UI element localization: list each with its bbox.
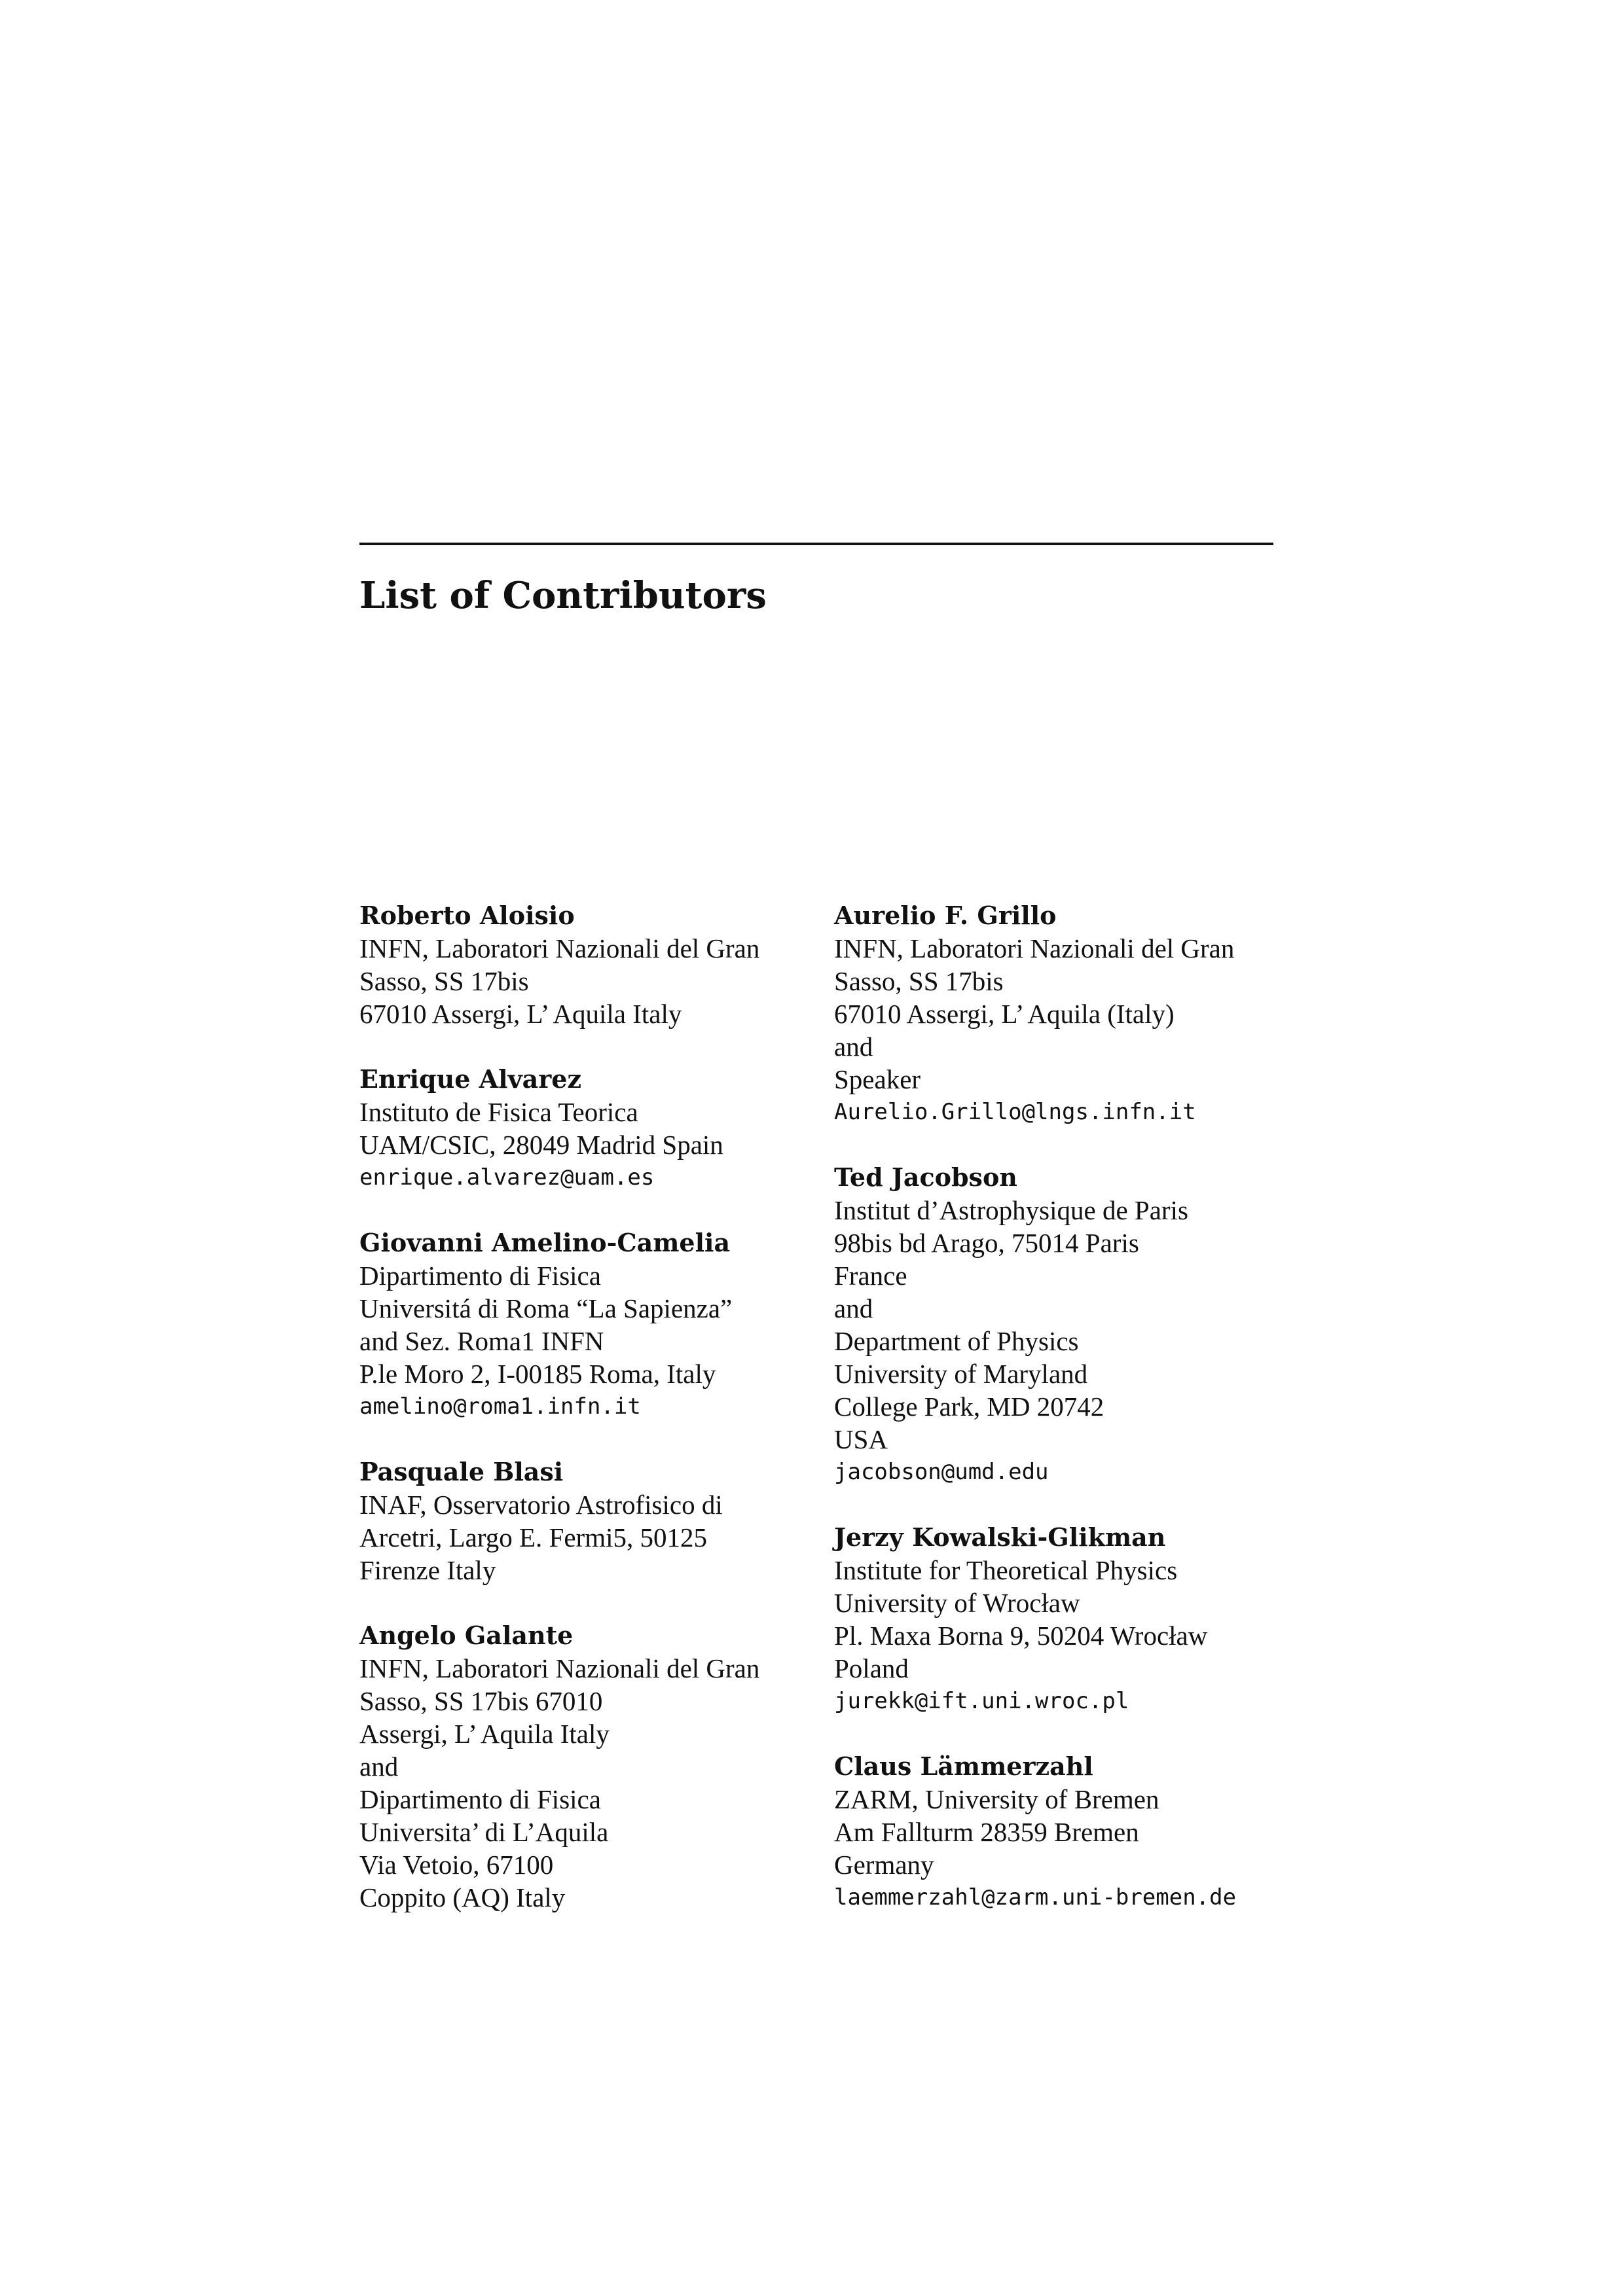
contributor-entry bbox=[359, 1456, 818, 1587]
affiliation-line: Poland bbox=[834, 1653, 909, 1683]
title-rule bbox=[359, 543, 1273, 545]
affiliation-line: Via Vetoio, 67100 bbox=[359, 1850, 554, 1880]
affiliation-line: UAM/CSIC, 28049 Madrid Spain bbox=[359, 1130, 723, 1160]
contributor-name: Jerzy Kowalski-Glikman bbox=[834, 1522, 1166, 1552]
affiliation-line: INFN, Laboratori Nazionali del Gran bbox=[359, 933, 760, 963]
affiliation-line: University of Maryland bbox=[834, 1359, 1088, 1389]
affiliation-line: USA bbox=[834, 1424, 888, 1454]
affiliation-line: Coppito (AQ) Italy bbox=[359, 1882, 566, 1912]
affiliation-line: Sasso, SS 17bis bbox=[834, 966, 1004, 996]
contributor-name: Claus Lämmerzahl bbox=[834, 1751, 1093, 1781]
affiliation-line: Sasso, SS 17bis 67010 bbox=[359, 1686, 603, 1716]
affiliation-line: Department of Physics bbox=[834, 1326, 1079, 1356]
contributor-email: jacobson@umd.edu bbox=[834, 1459, 1049, 1485]
affiliation-line: INAF, Osservatorio Astrofisico di bbox=[359, 1490, 723, 1520]
affiliation-line: Speaker bbox=[834, 1064, 921, 1094]
affiliation-line: 98bis bd Arago, 75014 Paris bbox=[834, 1228, 1139, 1258]
affiliation-line: Sasso, SS 17bis bbox=[359, 966, 529, 996]
contributor-name: Aurelio F. Grillo bbox=[834, 901, 1057, 930]
affiliation-line: 67010 Assergi, L’ Aquila (Italy) bbox=[834, 999, 1175, 1029]
contributor-entry bbox=[359, 1227, 818, 1423]
affiliation-line: Universita’ di L’Aquila bbox=[359, 1817, 609, 1847]
affiliation-line: Dipartimento di Fisica bbox=[359, 1784, 601, 1814]
contributor-entry bbox=[834, 1161, 1292, 1488]
affiliation-line: and bbox=[834, 1031, 873, 1062]
affiliation-line: P.le Moro 2, I-00185 Roma, Italy bbox=[359, 1359, 716, 1389]
contributor-entry bbox=[834, 1521, 1292, 1717]
affiliation-line: Universitá di Roma “La Sapienza” bbox=[359, 1293, 733, 1323]
contributor-name: Angelo Galante bbox=[359, 1621, 574, 1650]
contributor-name: Ted Jacobson bbox=[834, 1162, 1017, 1192]
affiliation-line: Dipartimento di Fisica bbox=[359, 1261, 601, 1291]
affiliation-line: College Park, MD 20742 bbox=[834, 1391, 1104, 1422]
contributor-email: amelino@roma1.infn.it bbox=[359, 1393, 641, 1420]
affiliation-line: France bbox=[834, 1261, 907, 1291]
contributors-column-left bbox=[359, 899, 818, 1946]
contributor-entry bbox=[834, 1750, 1292, 1914]
affiliation-line: Germany bbox=[834, 1850, 934, 1880]
affiliation-line: Arcetri, Largo E. Fermi5, 50125 bbox=[359, 1522, 707, 1552]
affiliation-line: Pl. Maxa Borna 9, 50204 Wrocław bbox=[834, 1621, 1208, 1651]
contributor-entry bbox=[359, 899, 818, 1030]
contributor-email: laemmerzahl@zarm.uni-bremen.de bbox=[834, 1884, 1237, 1910]
contributors-column-right bbox=[834, 899, 1292, 1946]
contributor-name: Giovanni Amelino-Camelia bbox=[359, 1228, 731, 1257]
affiliation-line: Instituto de Fisica Teorica bbox=[359, 1097, 638, 1127]
contributor-name: Roberto Aloisio bbox=[359, 901, 575, 930]
affiliation-line: Firenze Italy bbox=[359, 1555, 496, 1585]
contributor-entry bbox=[359, 1619, 818, 1914]
contributor-name: Enrique Alvarez bbox=[359, 1064, 582, 1094]
contributor-entry bbox=[834, 899, 1292, 1128]
affiliation-line: and Sez. Roma1 INFN bbox=[359, 1326, 604, 1356]
contributor-email: enrique.alvarez@uam.es bbox=[359, 1164, 655, 1191]
contributor-name: Pasquale Blasi bbox=[359, 1457, 564, 1486]
affiliation-line: and bbox=[834, 1293, 873, 1323]
affiliation-line: University of Wrocław bbox=[834, 1588, 1080, 1618]
affiliation-line: Am Fallturm 28359 Bremen bbox=[834, 1817, 1139, 1847]
affiliation-line: 67010 Assergi, L’ Aquila Italy bbox=[359, 999, 682, 1029]
contributor-email: jurekk@ift.uni.wroc.pl bbox=[834, 1688, 1129, 1714]
affiliation-line: INFN, Laboratori Nazionali del Gran bbox=[359, 1653, 760, 1683]
affiliation-line: and bbox=[359, 1751, 399, 1782]
affiliation-line: Assergi, L’ Aquila Italy bbox=[359, 1719, 610, 1749]
affiliation-line: Institut d’Astrophysique de Paris bbox=[834, 1195, 1188, 1225]
affiliation-line: INFN, Laboratori Nazionali del Gran bbox=[834, 933, 1235, 963]
contributor-email: Aurelio.Grillo@lngs.infn.it bbox=[834, 1099, 1196, 1125]
contributor-entry bbox=[359, 1063, 818, 1194]
affiliation-line: Institute for Theoretical Physics bbox=[834, 1555, 1178, 1585]
affiliation-line: ZARM, University of Bremen bbox=[834, 1784, 1159, 1814]
page-title: List of Contributors bbox=[359, 574, 767, 617]
